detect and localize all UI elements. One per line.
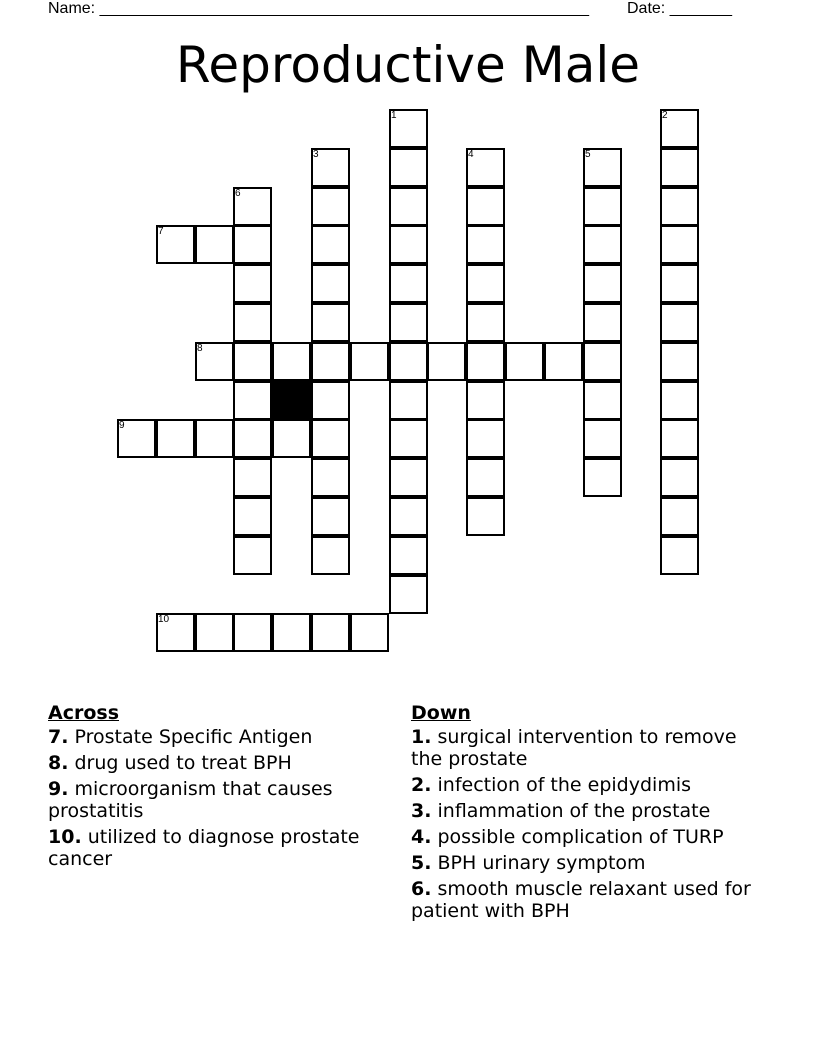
grid-cell[interactable] [389, 225, 428, 264]
grid-cell[interactable] [195, 419, 234, 458]
clue-number: 2. [411, 774, 432, 796]
down-clue-2 [411, 774, 756, 796]
grid-cell[interactable] [389, 187, 428, 226]
grid-cell[interactable] [583, 419, 622, 458]
cell-number: 8 [197, 343, 203, 354]
grid-cell[interactable] [583, 458, 622, 497]
clue-text: inflammation of the prostate [437, 800, 711, 822]
grid-cell[interactable] [311, 536, 350, 575]
grid-cell[interactable] [311, 303, 350, 342]
grid-cell-5[interactable] [583, 148, 622, 187]
grid-cell[interactable] [389, 536, 428, 575]
grid-cell[interactable] [466, 419, 505, 458]
grid-cell[interactable] [272, 613, 311, 652]
clue-number: 5. [411, 852, 432, 874]
down-clue-1 [411, 726, 756, 770]
down-clue-3 [411, 800, 756, 822]
grid-cell[interactable] [311, 381, 350, 420]
grid-cell-10[interactable] [156, 613, 195, 652]
grid-cell[interactable] [233, 419, 272, 458]
grid-cell[interactable] [233, 613, 272, 652]
grid-cell[interactable] [311, 187, 350, 226]
grid-cell-6[interactable] [233, 187, 272, 226]
grid-cell[interactable] [466, 458, 505, 497]
grid-cell-9[interactable] [117, 419, 156, 458]
down-clue-5 [411, 852, 756, 874]
down-clues [411, 702, 756, 926]
grid-cell[interactable] [233, 342, 272, 381]
grid-cell[interactable] [311, 497, 350, 536]
grid-cell[interactable] [583, 187, 622, 226]
clue-text: utilized to diagnose prostate cancer [48, 826, 360, 870]
grid-cell[interactable] [389, 381, 428, 420]
clue-text: smooth muscle relaxant used for patient with BPH [411, 878, 751, 922]
across-clue-8 [48, 752, 398, 774]
across-clue-10 [48, 826, 398, 870]
grid-cell[interactable] [660, 342, 699, 381]
grid-cell[interactable] [389, 497, 428, 536]
clue-number: 8. [48, 752, 69, 774]
cell-number: 6 [235, 188, 241, 199]
grid-cell[interactable] [272, 419, 311, 458]
grid-cell[interactable] [583, 225, 622, 264]
grid-cell[interactable] [272, 342, 311, 381]
grid-cell[interactable] [660, 225, 699, 264]
page-title: Reproductive Male [175, 36, 641, 94]
grid-cell[interactable] [195, 225, 234, 264]
grid-cell[interactable] [389, 458, 428, 497]
grid-cell[interactable] [660, 148, 699, 187]
grid-cell-4[interactable] [466, 148, 505, 187]
clue-text: BPH urinary symptom [437, 852, 646, 874]
grid-cell-7[interactable] [156, 225, 195, 264]
cell-number: 2 [662, 110, 668, 121]
grid-cell[interactable] [389, 148, 428, 187]
grid-cell[interactable] [233, 497, 272, 536]
grid-cell[interactable] [233, 264, 272, 303]
grid-cell[interactable] [233, 381, 272, 420]
grid-cell[interactable] [311, 264, 350, 303]
grid-cell[interactable] [311, 419, 350, 458]
clue-number: 4. [411, 826, 432, 848]
clue-text: possible complication of TURP [437, 826, 724, 848]
cell-number: 5 [585, 149, 591, 160]
clue-number: 7. [48, 726, 69, 748]
cell-number: 3 [313, 149, 319, 160]
grid-cell[interactable] [660, 497, 699, 536]
across-clue-7 [48, 726, 398, 748]
grid-cell[interactable] [660, 303, 699, 342]
grid-cell[interactable] [505, 342, 544, 381]
down-clue-6 [411, 878, 756, 922]
grid-cell[interactable] [660, 458, 699, 497]
grid-cell[interactable] [466, 225, 505, 264]
black-square [272, 381, 311, 420]
grid-cell[interactable] [389, 342, 428, 381]
name-field-label: Name: _______________________________________________________ [48, 0, 589, 17]
grid-cell[interactable] [389, 575, 428, 614]
grid-cell[interactable] [311, 342, 350, 381]
clue-text: Prostate Specific Antigen [74, 726, 313, 748]
down-heading: Down [411, 702, 471, 724]
grid-cell[interactable] [466, 342, 505, 381]
grid-cell[interactable] [660, 264, 699, 303]
clue-number: 10. [48, 826, 82, 848]
clue-number: 1. [411, 726, 432, 748]
across-clues [48, 702, 398, 874]
clue-number: 9. [48, 778, 69, 800]
clue-text: drug used to treat BPH [74, 752, 292, 774]
across-clue-9 [48, 778, 398, 822]
cell-number: 4 [468, 149, 474, 160]
grid-cell[interactable] [583, 303, 622, 342]
cell-number: 1 [391, 110, 397, 121]
grid-cell[interactable] [195, 613, 234, 652]
clue-text: microorganism that causes prostatitis [48, 778, 333, 822]
grid-cell[interactable] [660, 187, 699, 226]
grid-cell[interactable] [583, 264, 622, 303]
grid-cell[interactable] [156, 419, 195, 458]
across-heading: Across [48, 702, 120, 724]
grid-cell[interactable] [350, 613, 389, 652]
grid-cell[interactable] [466, 381, 505, 420]
grid-cell[interactable] [311, 458, 350, 497]
grid-cell[interactable] [427, 342, 466, 381]
grid-cell-2[interactable] [660, 109, 699, 148]
grid-cell[interactable] [233, 303, 272, 342]
grid-cell-3[interactable] [311, 148, 350, 187]
grid-cell[interactable] [389, 419, 428, 458]
grid-cell[interactable] [466, 497, 505, 536]
grid-cell[interactable] [311, 225, 350, 264]
clue-number: 3. [411, 800, 432, 822]
grid-cell[interactable] [466, 187, 505, 226]
grid-cell[interactable] [466, 264, 505, 303]
grid-cell[interactable] [583, 342, 622, 381]
cell-number: 10 [158, 614, 170, 625]
grid-cell[interactable] [389, 303, 428, 342]
grid-cell[interactable] [660, 536, 699, 575]
grid-cell[interactable] [466, 303, 505, 342]
date-field-label: Date: _______ [627, 0, 732, 17]
grid-cell-8[interactable] [195, 342, 234, 381]
clue-number: 6. [411, 878, 432, 900]
grid-cell[interactable] [660, 381, 699, 420]
cell-number: 7 [158, 226, 164, 237]
grid-cell[interactable] [350, 342, 389, 381]
grid-cell[interactable] [544, 342, 583, 381]
grid-cell[interactable] [233, 225, 272, 264]
grid-cell[interactable] [389, 264, 428, 303]
cell-number: 9 [119, 420, 125, 431]
grid-cell[interactable] [233, 536, 272, 575]
grid-cell[interactable] [583, 381, 622, 420]
grid-cell[interactable] [311, 613, 350, 652]
grid-cell[interactable] [233, 458, 272, 497]
clue-text: infection of the epidydimis [437, 774, 692, 796]
grid-cell-1[interactable] [389, 109, 428, 148]
down-clue-4 [411, 826, 756, 848]
grid-cell[interactable] [660, 419, 699, 458]
clue-text: surgical intervention to remove the prostate [411, 726, 737, 770]
